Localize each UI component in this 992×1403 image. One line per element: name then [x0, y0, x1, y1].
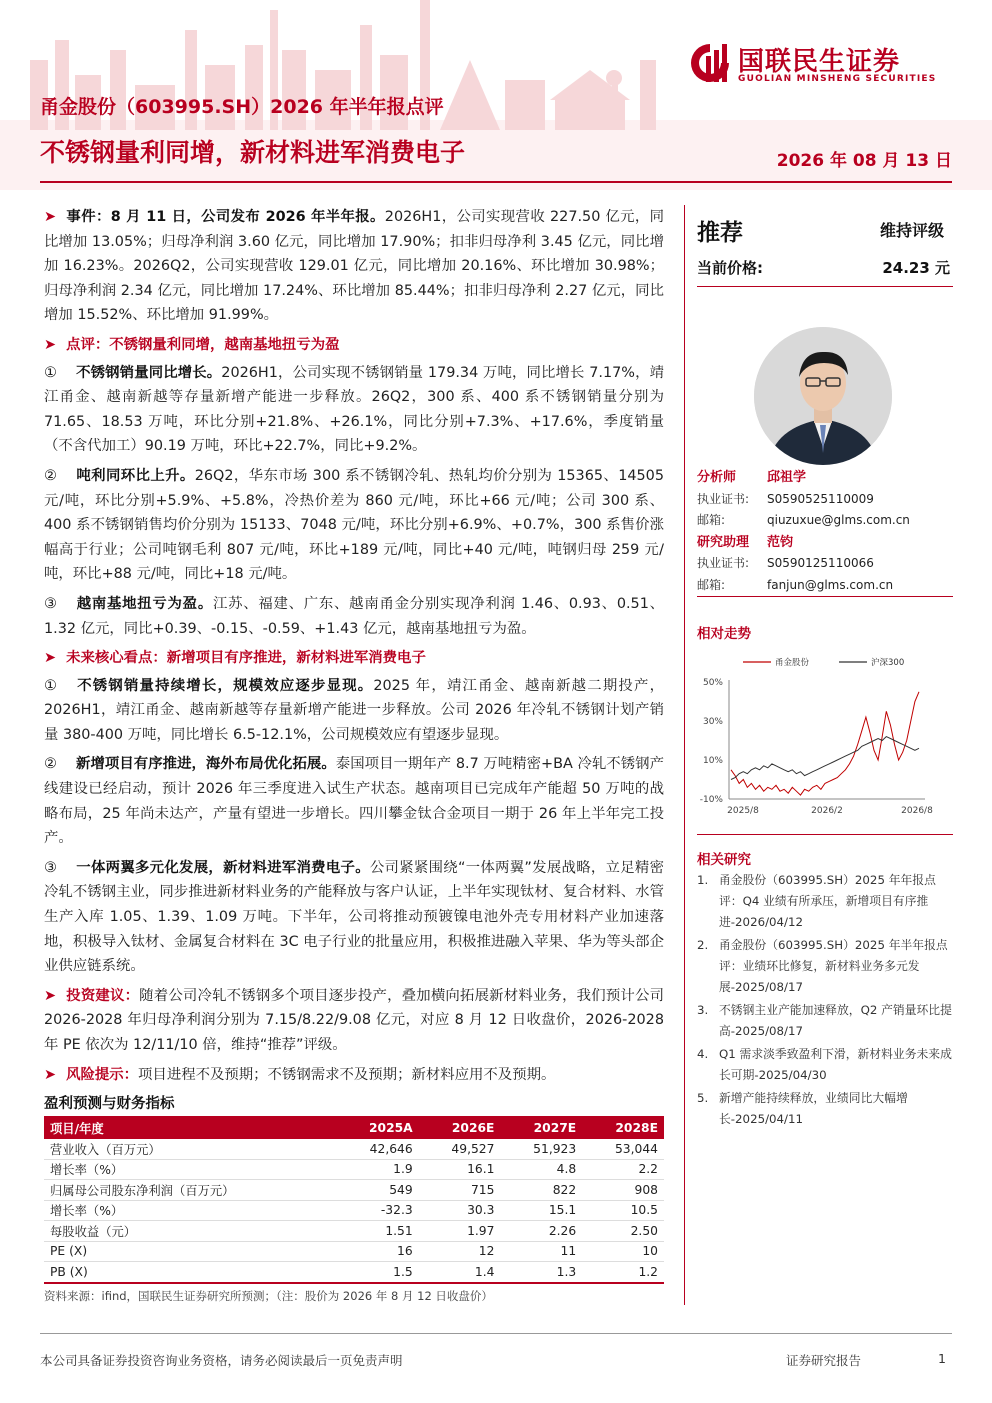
analyst-email-link[interactable]: qiuzuxue@glms.com.cn: [767, 513, 910, 527]
comment-point-1: ① 不锈钢销量同比增长。2026H1，公司实现不锈钢销量 179.34 万吨，同比增长 7.17%，靖江甬金、越南新越等存量新增产能进一步释放。26Q2，300 系、400 系不锈钢销量分别为 71.65、18.53 万吨，环比分别+21.8%、+26.1%，同比分别+7.3%、+17.6%，季度销量（不含代加工）90.19 万吨，环比+22.7%，同比+9.2%。: [44, 364, 664, 455]
table-cell: 51,923: [500, 1139, 582, 1159]
related-research-item[interactable]: [697, 870, 955, 933]
event-paragraph: [44, 205, 664, 328]
table-row: [44, 1221, 664, 1242]
table-cell: 1.5: [336, 1262, 419, 1283]
comment-heading: ➤ 点评：不锈钢量利同增，越南基地扭亏为盈: [44, 336, 340, 353]
price-label: 当前价格:: [697, 259, 763, 277]
sidebar-divider: [697, 286, 953, 287]
table-cell: 1.2: [582, 1262, 664, 1283]
report-date: 2026 年 08 月 13 日: [776, 151, 952, 171]
related-research-item[interactable]: [697, 1000, 955, 1042]
table-cell: 1.4: [419, 1262, 501, 1283]
table-cell: 822: [500, 1180, 582, 1201]
related-item-number: 5.: [697, 1091, 709, 1105]
analyst-info: 分析师 邱祖学 执业证书: S0590525110009 邮箱: qiuzuxue@glms.com.cn 研究助理 范钧 执业证书: S0590125110066 邮箱: fanjun@glms.com.cn: [697, 467, 953, 596]
related-item-text: 甬金股份（603995.SH）2025 年半年报点评：业绩环比修复，新材料业务多元发展-2025/08/17: [719, 938, 948, 994]
table-cell: 营业收入（百万元）: [44, 1139, 336, 1159]
header-divider: [40, 181, 952, 183]
analyst-portrait-icon: [754, 327, 892, 465]
table-row: [44, 1159, 664, 1180]
table-cell: 增长率（%）: [44, 1200, 336, 1221]
chart-y-tick-label: 30%: [702, 717, 723, 727]
event-head: 事件：8 月 11 日，公司发布 2026 年半年报。: [66, 209, 385, 225]
analyst-photo: [754, 327, 892, 465]
table-header-cell: 2028E: [582, 1116, 664, 1139]
assistant-cert: S0590125110066: [767, 556, 874, 570]
trend-title: 相对走势: [697, 626, 751, 642]
table-header-row: [44, 1116, 664, 1139]
chart-x-tick-label: 2026/8: [901, 806, 933, 816]
financial-forecast-table: [44, 1116, 664, 1284]
footer-doc-type: 证券研究报告: [786, 1353, 862, 1368]
assistant-label: 研究助理: [697, 534, 750, 550]
company-logo-en: GUOLIAN MINSHENG SECURITIES: [738, 74, 937, 84]
table-cell: 增长率（%）: [44, 1159, 336, 1180]
analyst-name: 邱祖学: [767, 470, 807, 485]
table-cell: 11: [500, 1241, 582, 1262]
related-research-item[interactable]: [697, 1044, 955, 1086]
table-header-cell: 项目/年度: [44, 1116, 336, 1139]
company-logo-cn: 国联民生证券: [738, 47, 901, 77]
related-title: 相关研究: [697, 852, 751, 868]
column-divider: [684, 205, 685, 1305]
table-cell: 53,044: [582, 1139, 664, 1159]
table-cell: 1.9: [336, 1159, 419, 1180]
table-cell: PE (X): [44, 1241, 336, 1262]
table-row: [44, 1200, 664, 1221]
bullet-arrow-icon: ➤: [44, 1066, 57, 1083]
table-cell: 1.97: [419, 1221, 501, 1242]
bullet-arrow-icon: ➤: [44, 987, 57, 1004]
table-cell: 30.3: [419, 1200, 501, 1221]
investment-advice: ➤ 投资建议：随着公司冷轧不锈钢多个项目逐步投产，叠加横向拓展新材料业务，我们预计公司 2026-2028 年归母净利润分别为 7.15/8.22/9.08 亿元，对应 8 月 12 日收盘价，2026-2028 年 PE 依次为 12/11/10 倍，维持“推荐”评级。: [44, 987, 664, 1053]
bullet-arrow-icon: ➤: [44, 209, 57, 225]
footer-disclaimer: 本公司具备证券投资咨询业务资格，请务必阅读最后一页免责声明: [40, 1353, 403, 1368]
table-title: 盈利预测与财务指标: [44, 1096, 175, 1113]
related-item-number: 2.: [697, 938, 709, 952]
future-heading: ➤ 未来核心看点：新增项目有序推进，新材料进军消费电子: [44, 650, 426, 667]
table-cell: 1.3: [500, 1262, 582, 1283]
chart-series-line: [731, 737, 919, 780]
table-row: [44, 1262, 664, 1283]
table-header-cell: 2025A: [336, 1116, 419, 1139]
related-research-item[interactable]: [697, 935, 955, 998]
table-cell: 549: [336, 1180, 419, 1201]
table-cell: 42,646: [336, 1139, 419, 1159]
related-item-number: 1.: [697, 873, 709, 887]
analyst-label: 分析师: [697, 470, 737, 485]
event-text: 2026H1，公司实现营收 227.50 亿元，同比增加 13.05%；归母净利润 3.60 亿元，同比增加 17.90%；扣非归母净利 3.45 亿元，同比增加 16.23%。2026Q2，公司实现营收 129.01 亿元，同比增加 20.16%、环比增加 30.98%；归母净利润 2.34 亿元，同比增加 17.24%、环比增加 85.44%；扣非归母净利 2.27 亿元，同比增加 15.52%、环比增加 91.99%。: [44, 209, 664, 324]
table-cell: 16.1: [419, 1159, 501, 1180]
chart-series-line: [731, 692, 919, 795]
table-header-cell: 2027E: [500, 1116, 582, 1139]
chart-x-tick-label: 2026/2: [811, 806, 843, 816]
chart-y-tick-label: 50%: [702, 678, 723, 688]
table-source: 资料来源：ifind，国联民生证券研究所预测；（注：股价为 2026 年 8 月 12 日收盘价）: [44, 1288, 493, 1303]
risk-warning: ➤ 风险提示：项目进程不及预期；不锈钢需求不及预期；新材料应用不及预期。: [44, 1066, 556, 1083]
table-cell: 1.51: [336, 1221, 419, 1242]
table-cell: 每股收益（元）: [44, 1221, 336, 1242]
report-title: 不锈钢量利同增，新材料进军消费电子: [40, 138, 466, 167]
table-row: [44, 1139, 664, 1159]
chart-y-tick-label: 10%: [702, 756, 723, 766]
table-cell: 2.26: [500, 1221, 582, 1242]
related-item-text: 不锈钢主业产能加速释放，Q2 产销量环比提高-2025/08/17: [719, 1003, 952, 1038]
table-cell: -32.3: [336, 1200, 419, 1221]
future-point-2: ② 新增项目有序推进，海外布局优化拓展。泰国项目一期年产 8.7 万吨精密+BA 冷轧不锈钢产线建设已经启动，预计 2026 年三季度进入试生产状态。越南项目已完成年产能超 50 万吨的战略布局，25 年尚未达产，产量有望进一步增长。四川攀金钛合金项目一期于 26 年上半年完工投产。: [44, 756, 664, 847]
related-research-list: [697, 870, 955, 1132]
main-content: [44, 205, 664, 1304]
rating: 推荐: [697, 220, 743, 246]
table-cell: 归属母公司股东净利润（百万元）: [44, 1180, 336, 1201]
price-value: 24.23 元: [882, 259, 950, 277]
chart-x-tick-label: 2025/8: [727, 806, 759, 816]
table-cell: 49,527: [419, 1139, 501, 1159]
table-cell: 10: [582, 1241, 664, 1262]
comment-point-3: ③ 越南基地扭亏为盈。江苏、福建、广东、越南甬金分别实现净利润 1.46、0.93、0.51、1.32 亿元，同比+0.39、-0.15、-0.59、+1.43 亿元，越南基地扭亏为盈。: [44, 595, 664, 637]
company-logo-icon: [688, 40, 732, 86]
table-cell: 16: [336, 1241, 419, 1262]
table-cell: 2.2: [582, 1159, 664, 1180]
rating-action: 维持评级: [880, 221, 945, 240]
related-item-text: 新增产能持续释放，业绩同比大幅增长-2025/04/11: [719, 1091, 908, 1126]
table-cell: 10.5: [582, 1200, 664, 1221]
table-cell: 12: [419, 1241, 501, 1262]
comment-point-2: ② 吨利同环比上升。26Q2，华东市场 300 系不锈钢冷轧、热轧均价分别为 15365、14505 元/吨，环比分别+5.9%、+5.8%，冷热价差为 860 元/吨，环比+66 元/吨；公司 300 系、400 系不锈钢销售均价分别为 15133、7048 元/吨，环比分别+6.9%、+0.7%，300 系售价涨幅高于行业；公司吨钢毛利 807 元/吨，环比+189 元/吨，同比+40 元/吨，吨钢归母 259 元/吨，环比+88 元/吨，同比+18 元/吨。: [44, 467, 664, 583]
future-point-3: ③ 一体两翼多元化发展，新材料进军消费电子。公司紧紧围绕“一体两翼”发展战略，立足精密冷轧不锈钢主业，同步推进新材料业务的产能释放与客户认证，上半年实现钛材、复合材料、水管生产入库 1.05、1.39、1.09 万吨。下半年，公司将推动预镀镍电池外壳专用材料产业加速落地，积极导入钛材、金属复合材料在 3C 电子行业的批量应用，积极推进融入苹果、华为等头部企业供应链系统。: [44, 859, 664, 975]
table-row: [44, 1241, 664, 1262]
footer-divider: [40, 1333, 952, 1334]
chart-legend-label: 沪深300: [871, 658, 905, 668]
related-item-number: 3.: [697, 1003, 709, 1017]
table-cell: 4.8: [500, 1159, 582, 1180]
sidebar-divider: [697, 596, 953, 597]
related-item-text: 甬金股份（603995.SH）2025 年年报点评：Q4 业绩有所承压，新增项目有序推进-2026/04/12: [719, 873, 936, 929]
analyst-cert: S0590525110009: [767, 491, 874, 506]
table-cell: 908: [582, 1180, 664, 1201]
related-item-number: 4.: [697, 1047, 709, 1061]
future-point-1: ① 不锈钢销量持续增长，规模效应逐步显现。2025 年，靖江甬金、越南新越二期投产，2026H1，靖江甬金、越南新越等存量新增产能进一步释放。公司 2026 年冷轧不锈钢计划产销量 380-400 万吨，同比增长 6.5-12.1%，公司规模效应有望逐步显现。: [44, 677, 664, 743]
bullet-arrow-icon: ➤: [44, 336, 57, 353]
table-header-cell: 2026E: [419, 1116, 501, 1139]
chart-legend-label: 甬金股份: [775, 658, 810, 668]
related-research-item[interactable]: [697, 1088, 955, 1130]
table-row: [44, 1180, 664, 1201]
table-cell: 15.1: [500, 1200, 582, 1221]
chart-y-tick-label: -10%: [699, 795, 723, 805]
page-number: 1: [938, 1351, 946, 1366]
table-cell: PB (X): [44, 1262, 336, 1283]
table-cell: 715: [419, 1180, 501, 1201]
related-item-text: Q1 需求淡季致盈利下滑，新材料业务未来成长可期-2025/04/30: [719, 1047, 952, 1082]
assistant-email-link[interactable]: fanjun@glms.com.cn: [767, 577, 894, 592]
sidebar-divider: [697, 834, 953, 835]
report-subtitle: 甬金股份（603995.SH）2026 年半年报点评: [40, 96, 444, 118]
relative-trend-chart: [697, 642, 953, 827]
assistant-name: 范钧: [767, 534, 794, 550]
bullet-arrow-icon: ➤: [44, 650, 57, 667]
table-cell: 2.50: [582, 1221, 664, 1242]
